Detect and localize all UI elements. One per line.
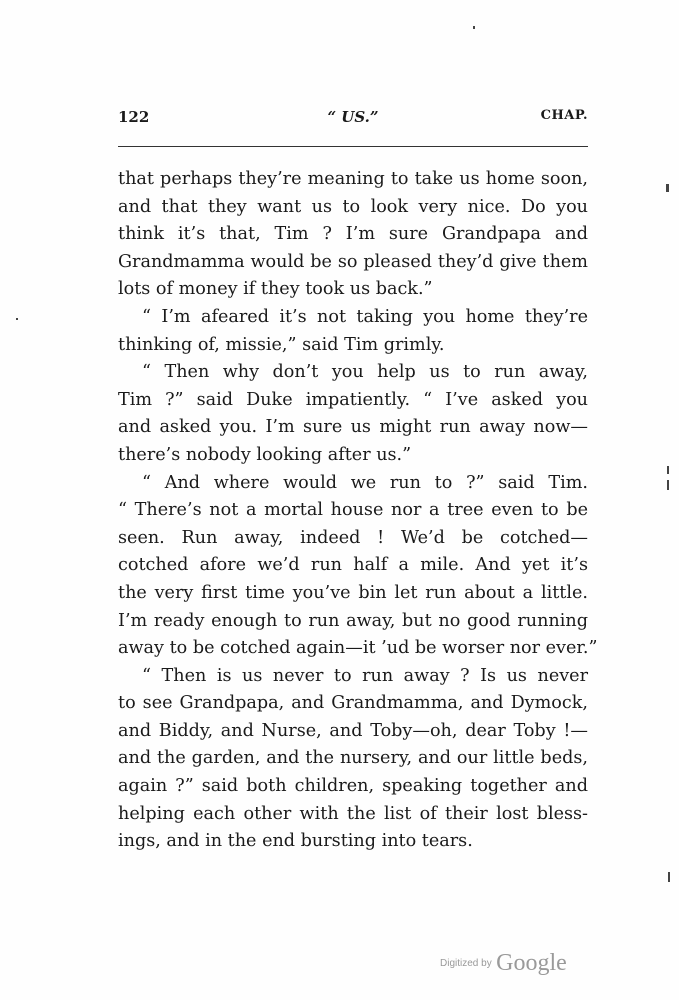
text-line: “ I’m afeared it’s not taking you home they’re [142,306,588,327]
text-line: think it’s that, Tim ? I’m sure Grandpapa and [118,224,588,245]
page-number: 122 [118,108,150,126]
text-line: and the garden, and the nursery, and our little beds, [118,748,588,769]
scan-speck [668,872,670,882]
chapter-label: CHAP. [540,108,588,123]
scan-speck [16,318,18,320]
text-line: lots of money if they took us back.” [118,279,433,300]
text-line: Tim ?” said Duke impatiently. “ I’ve asked you [118,389,588,410]
text-line: “ Then is us never to run away ? Is us never [142,665,588,686]
text-line: the very first time you’ve bin let run about a little. [118,582,588,603]
text-line: and that they want us to look very nice. Do you [118,196,588,217]
digitized-by-label: Digitized by [440,958,492,969]
text-line: ings, and in the end bursting into tears. [118,831,473,852]
header-rule [118,146,588,147]
scan-speck [667,480,669,490]
text-line: that perhaps they’re meaning to take us home soon, [118,169,588,189]
text-line: Grandmamma would be so pleased they’d give them [118,251,588,272]
text-line: “ There’s not a mortal house nor a tree even to be [118,500,588,521]
text-line: and Biddy, and Nurse, and Toby—oh, dear Toby !— [118,720,588,741]
google-logo: Google [496,950,567,976]
page-header [118,108,588,132]
scan-speck [666,184,669,192]
text-line: to see Grandpapa, and Grandmamma, and Dymock, [118,693,588,714]
text-line: away to be cotched again—it ’ud be worser nor ever.” [118,638,598,659]
body-text [118,166,598,856]
scan-speck [667,466,669,474]
text-line: helping each other with the list of their lost bless- [118,803,588,824]
text-line: again ?” said both children, speaking together and [118,776,588,797]
text-line: thinking of, missie,” said Tim grimly. [118,334,445,355]
text-line: cotched afore we’d run half a mile. And yet it’s [118,555,588,576]
running-title: “ US.” [327,108,379,126]
text-line: and asked you. I’m sure us might run away now— [118,417,588,438]
scan-speck [473,26,475,29]
digitized-by-watermark [440,950,567,977]
text-line: I’m ready enough to run away, but no good running [118,610,588,631]
text-line: seen. Run away, indeed ! We’d be cotched— [118,527,588,548]
text-line: “ And where would we run to ?” said Tim. [142,472,588,493]
text-line: “ Then why don’t you help us to run away, [142,362,588,383]
text-line: there’s nobody looking after us.” [118,444,412,465]
